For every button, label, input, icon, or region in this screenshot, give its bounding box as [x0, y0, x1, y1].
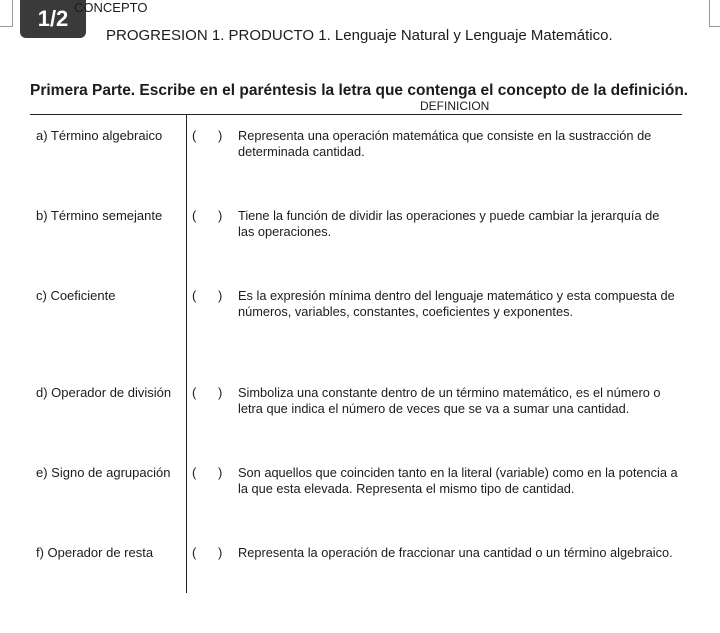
- concept-label: e) Signo de agrupación: [36, 465, 171, 480]
- answer-blank[interactable]: ( ): [192, 208, 223, 223]
- page-corner-right: [709, 0, 720, 27]
- concept-label: b) Término semejante: [36, 208, 163, 223]
- definition-text: Tiene la función de dividir las operaciones y puede cambiar la jerarquía de las operaciones.: [238, 208, 660, 239]
- answer-blank[interactable]: ( ): [192, 128, 223, 143]
- answer-blank[interactable]: ( ): [192, 465, 223, 480]
- answer-blank[interactable]: ( ): [192, 288, 223, 303]
- page-corner-left: [0, 0, 13, 27]
- section-instructions: Primera Parte. Escribe en el paréntesis la letra que contenga el concepto de la definición.: [30, 82, 689, 99]
- table-column-divider: [186, 114, 187, 593]
- column-header-definition: DEFINICION: [420, 99, 490, 113]
- definition-text: Representa una operación matemática que consiste en la sustracción de determinada cantidad.: [238, 128, 652, 159]
- table-header-rule: [30, 114, 682, 115]
- definition-text: Es la expresión mínima dentro del lenguaje matemático y esta compuesta de números, variables, constantes, coeficientes y exponentes.: [238, 288, 675, 319]
- definition-text: Simboliza una constante dentro de un término matemático, es el número o letra que indica el número de veces que se va a sumar una cantidad.: [238, 385, 661, 416]
- concept-label: f) Operador de resta: [36, 545, 154, 560]
- concept-label: c) Coeficiente: [36, 288, 116, 303]
- answer-blank[interactable]: ( ): [192, 385, 223, 400]
- page-indicator: 1/2: [20, 0, 86, 38]
- definition-text: Representa la operación de fraccionar una cantidad o un término algebraico.: [238, 545, 673, 560]
- document-title: PROGRESION 1. PRODUCTO 1. Lenguaje Natural y Lenguaje Matemático.: [106, 27, 613, 44]
- definition-text: Son aquellos que coinciden tanto en la literal (variable) como en la potencia a la que esta elevada. Representa el mismo tipo de cantidad.: [238, 465, 678, 496]
- answer-blank[interactable]: ( ): [192, 545, 223, 560]
- concept-label: a) Término algebraico: [36, 128, 163, 143]
- concept-label: d) Operador de división: [36, 385, 172, 400]
- column-header-concept: CONCEPTO: [74, 0, 148, 15]
